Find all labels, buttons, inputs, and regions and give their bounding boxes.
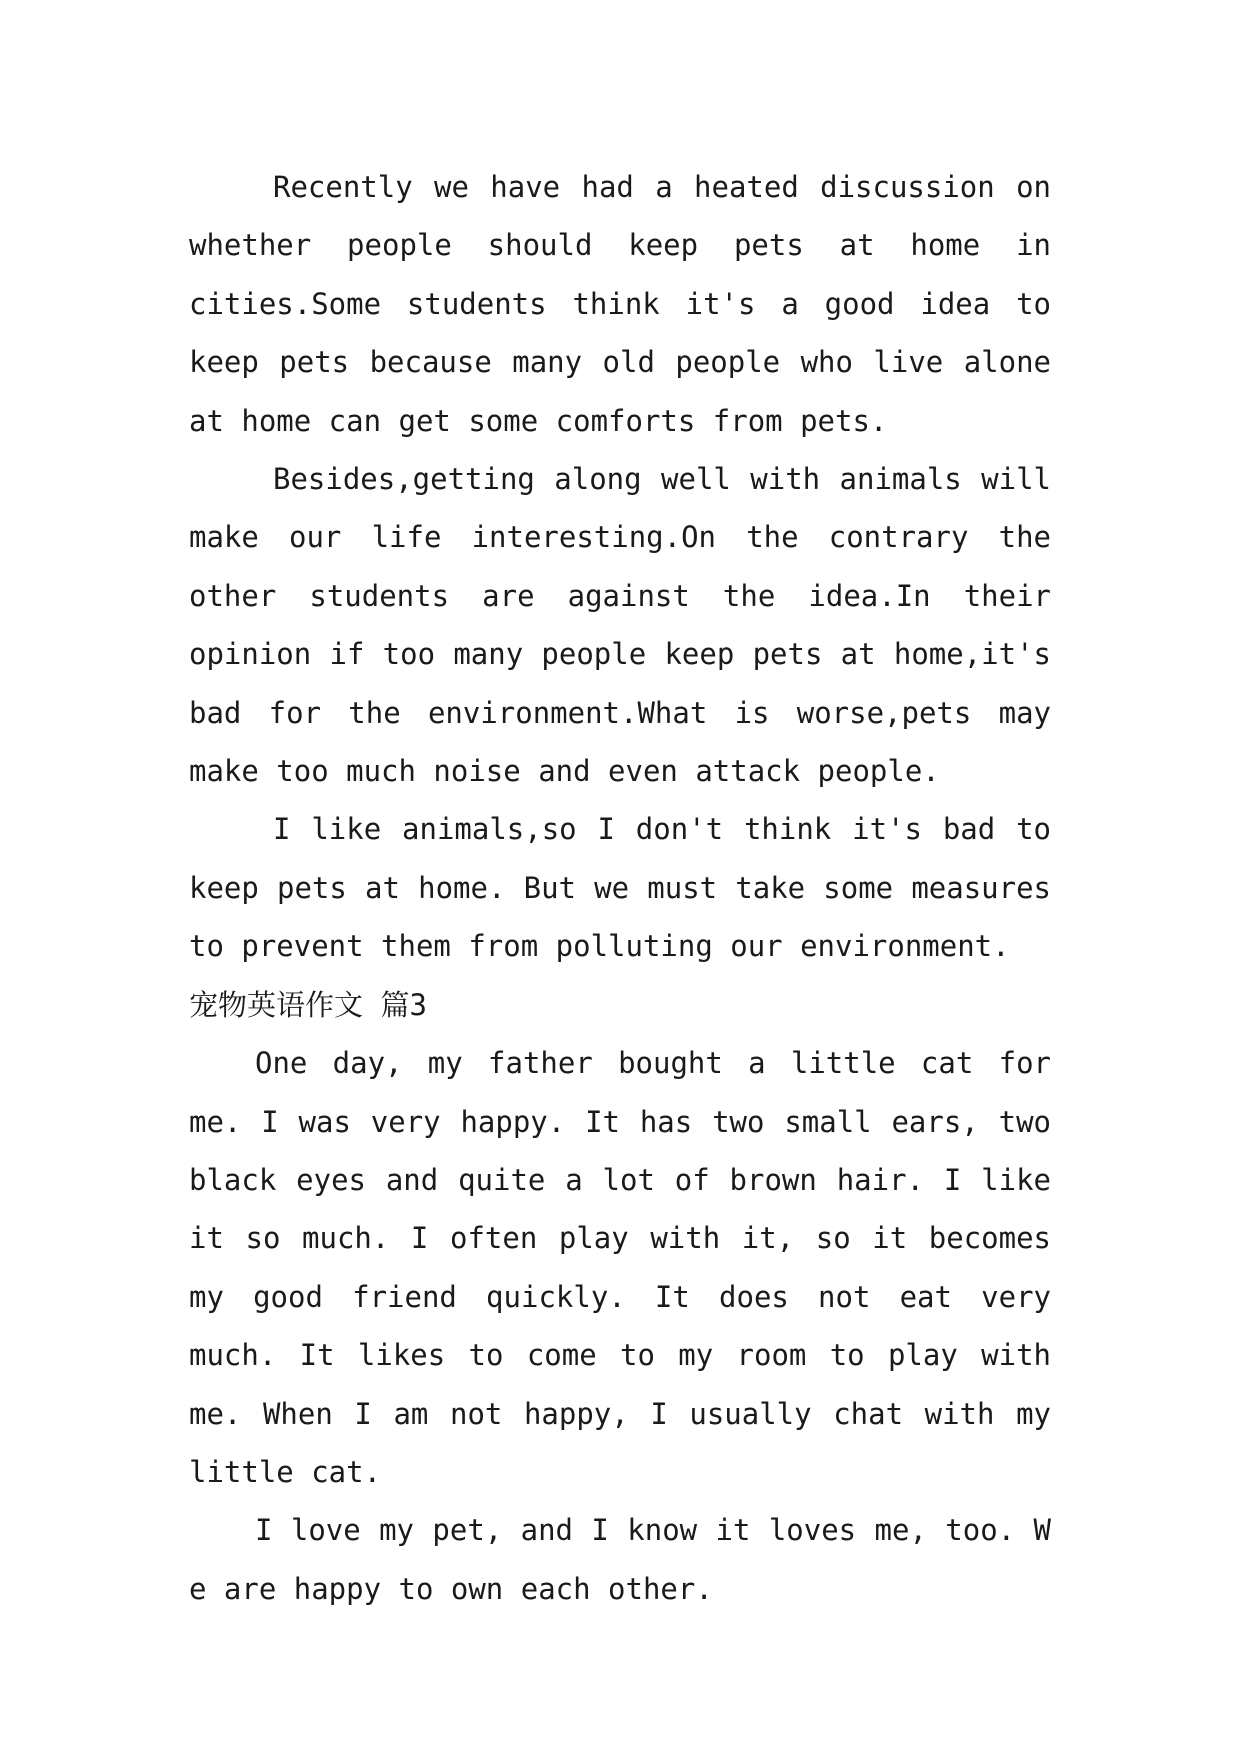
essay-3-paragraph-2: I love my pet, and I know it loves me, too. W e are happy to own each other. (189, 1513, 1051, 1606)
essay-2-paragraph-1: Recently we have had a heated discussion on whether people should keep pets at home in cities.Some students think it's a good idea to keep pets because many old people who live alone at home can get some comforts from pets. (189, 170, 1051, 438)
essay-2-paragraph-3: I like animals,so I don't think it's bad to keep pets at home. But we must take some measures to prevent them from polluting our environment. (189, 812, 1051, 964)
document-body (189, 158, 1051, 1618)
essay-3-paragraph-1: One day, my father bought a little cat for me. I was very happy. It has two small ears, two black eyes and quite a lot of brown hair. I like it so much. I often play with it, so it becomes my good friend quickly. It does not eat very much. It likes to come to my room to play with me. When I am not happy, I usually chat with my little cat. (189, 1046, 1051, 1489)
essay-3-heading: 宠物英语作文 篇3 (189, 987, 427, 1022)
essay-2-paragraph-2: Besides,getting along well with animals will make our life interesting.On the contrary the other students are against the idea.In their opinion if too many people keep pets at home,it's bad for the environment.What is worse,pets may make too much noise and even attack people. (189, 462, 1051, 789)
